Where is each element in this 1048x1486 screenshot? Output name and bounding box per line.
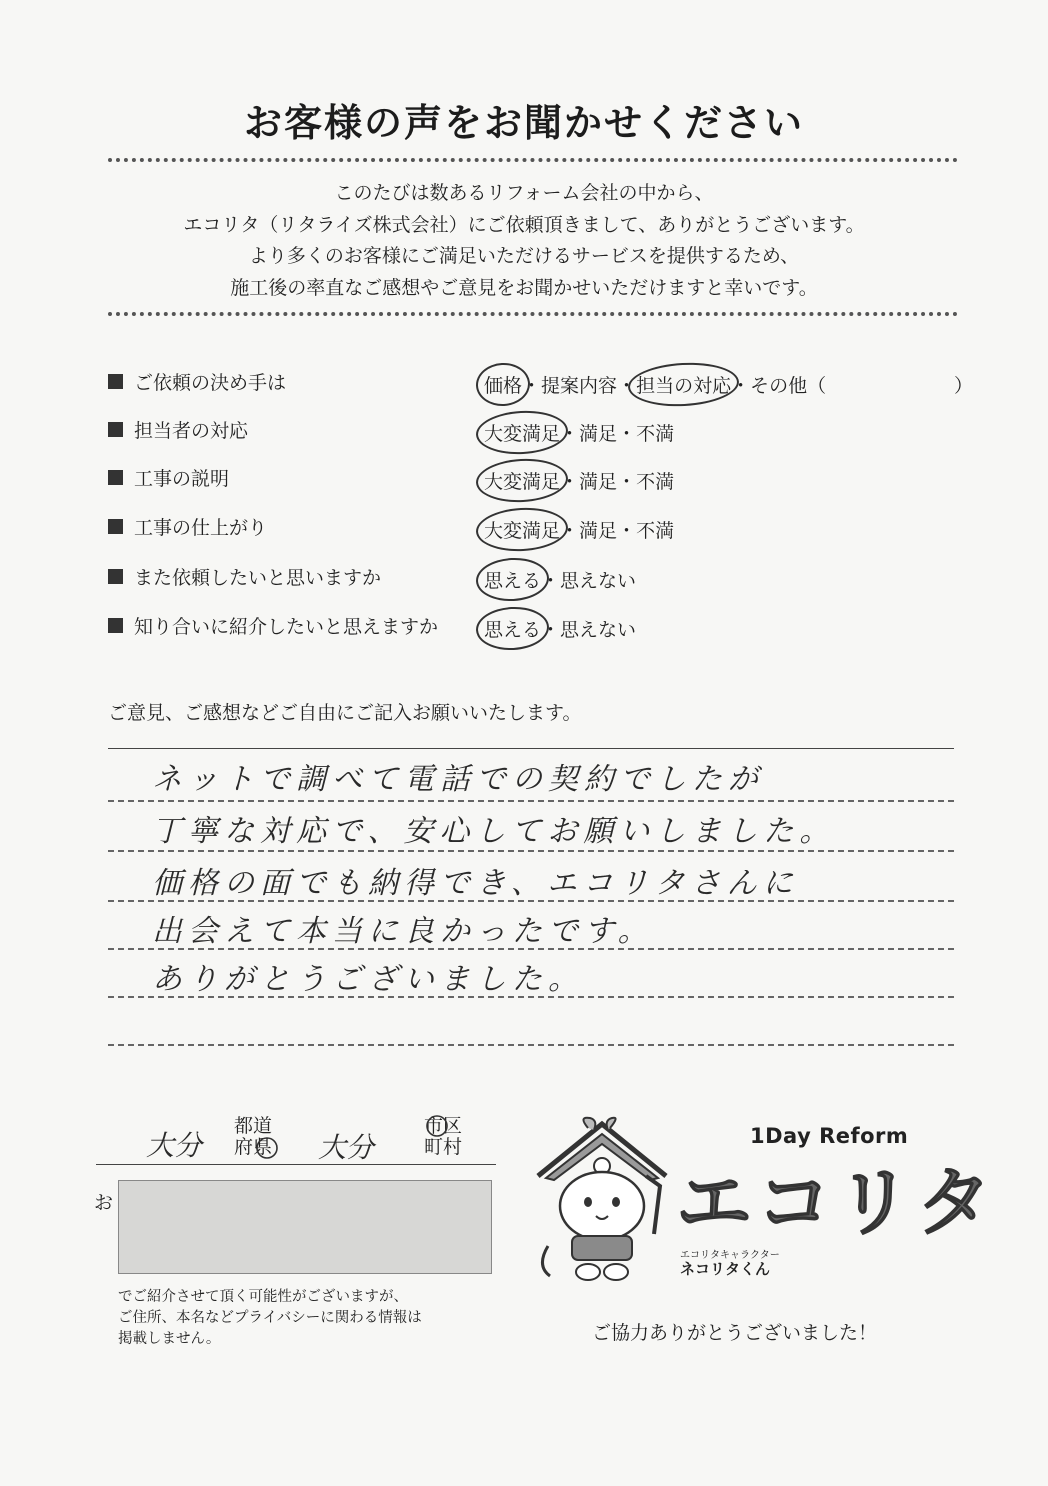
writing-line [108, 1044, 954, 1046]
intro-line: エコリタ（リタライズ株式会社）にご依頼頂きまして、ありがとうございます。 [183, 213, 865, 236]
separator: ・ [541, 570, 561, 592]
intro-text [0, 178, 1048, 304]
option-dissatisfied: 不満 [636, 520, 675, 542]
answer-options [484, 516, 674, 543]
option-yes-circled: 思える [484, 615, 541, 642]
name-label: お [94, 1192, 114, 1214]
option-dissatisfied: 不満 [636, 423, 675, 445]
option-satisfied: 満足 [579, 423, 618, 445]
comments-prompt: ご意見、ご感想などご自由にご記入お願いいたします。 [108, 702, 582, 724]
close-paren: ） [954, 375, 974, 397]
character-name: ネコリタくん [680, 1260, 771, 1278]
brand-tagline: 1Day Reform [750, 1124, 909, 1148]
comment-line: 出会えて本当に良かったです。 [152, 914, 654, 949]
option-price-circled: 価格 [484, 371, 522, 398]
answer-options [484, 371, 826, 398]
privacy-note [118, 1287, 422, 1350]
city-suffix-bottom: 町村 [424, 1136, 463, 1158]
bullet-square-icon [108, 569, 123, 584]
privacy-line: ご住所、本名などプライバシーに関わる情報は [118, 1310, 422, 1326]
answer-options [484, 566, 636, 593]
option-very-satisfied-circled: 大変満足 [484, 419, 560, 446]
question-label: 工事の説明 [134, 468, 230, 490]
question-label: また依頼したいと思いますか [134, 567, 382, 589]
intro-divider [108, 312, 958, 316]
comment-line: ネットで調べて電話での契約でしたが [152, 762, 764, 797]
separator: ・ [560, 520, 580, 542]
bullet-square-icon [108, 519, 123, 534]
prefecture-suffix-top: 都道 [234, 1115, 273, 1137]
prefecture-selection-circle [255, 1136, 279, 1160]
closing-thanks: ご協力ありがとうございました！ [592, 1322, 878, 1344]
separator: ・ [617, 520, 637, 542]
city-selection-circle [425, 1114, 449, 1138]
comment-line: 価格の面でも納得でき、エコリタさんに [152, 866, 799, 901]
question-label: ご依頼の決め手は [134, 372, 287, 394]
writing-line [108, 948, 954, 950]
privacy-line: でご紹介させて頂く可能性がございますが、 [118, 1289, 408, 1305]
separator: ・ [560, 471, 580, 493]
question-recommend [108, 612, 978, 642]
question-staff-response [108, 416, 978, 446]
bullet-square-icon [108, 618, 123, 633]
privacy-line: 掲載しません。 [118, 1331, 221, 1347]
writing-line [108, 996, 954, 998]
brand-logo: エコリタ [676, 1158, 996, 1247]
writing-line [108, 900, 954, 902]
question-request-again [108, 563, 978, 593]
bullet-square-icon [108, 374, 123, 389]
answer-options [484, 419, 674, 446]
question-work-explanation [108, 464, 978, 494]
question-label: 知り合いに紹介したいと思えますか [134, 616, 439, 638]
answer-options [484, 615, 636, 642]
address-underline [96, 1164, 496, 1165]
writing-line [108, 800, 954, 802]
prefecture-suffix-bottom: 府県 [234, 1136, 273, 1158]
separator: ・ [617, 471, 637, 493]
bullet-square-icon [108, 470, 123, 485]
separator: ・ [522, 375, 542, 397]
prefecture-handwritten: 大分 [146, 1129, 203, 1162]
writing-line [108, 850, 954, 852]
option-very-satisfied-circled: 大変満足 [484, 467, 560, 494]
option-staff-response-circled: 担当の対応 [636, 371, 731, 398]
answer-options [484, 467, 674, 494]
separator: ・ [731, 375, 751, 397]
option-yes-circled: 思える [484, 566, 541, 593]
question-work-finish [108, 513, 978, 543]
option-satisfied: 満足 [579, 520, 618, 542]
mascot-cat-icon [528, 1116, 676, 1284]
bullet-square-icon [108, 422, 123, 437]
option-no: 思えない [560, 570, 637, 592]
redacted-name-box [118, 1180, 492, 1274]
intro-line: より多くのお客様にご満足いただけるサービスを提供するため、 [248, 245, 800, 267]
option-proposal: 提案内容 [541, 375, 618, 397]
comment-line: 丁寧な対応で、安心してお願いしました。 [152, 814, 836, 849]
separator: ・ [541, 619, 561, 641]
question-deciding-factor [108, 368, 978, 398]
option-very-satisfied-circled: 大変満足 [484, 516, 560, 543]
character-caption: エコリタキャラクター [680, 1250, 780, 1261]
separator: ・ [617, 423, 637, 445]
option-no: 思えない [560, 619, 637, 641]
comments-top-line [108, 748, 954, 749]
question-label: 担当者の対応 [134, 420, 249, 442]
city-handwritten: 大分 [318, 1131, 375, 1164]
intro-line: このたびは数あるリフォーム会社の中から、 [334, 182, 714, 204]
option-dissatisfied: 不満 [636, 471, 675, 493]
intro-line: 施工後の率直なご感想やご意見をお聞かせいただけますと幸いです。 [230, 276, 818, 299]
question-label: 工事の仕上がり [134, 517, 268, 539]
separator: ・ [560, 423, 580, 445]
page-title: お客様の声をお聞かせください [243, 101, 804, 145]
option-satisfied: 満足 [579, 471, 618, 493]
comment-line: ありがとうございました。 [152, 962, 584, 997]
city-suffix-top: 市区 [424, 1115, 463, 1137]
separator: ・ [617, 375, 637, 397]
title-divider [108, 158, 958, 162]
option-other: その他（ [750, 375, 827, 397]
